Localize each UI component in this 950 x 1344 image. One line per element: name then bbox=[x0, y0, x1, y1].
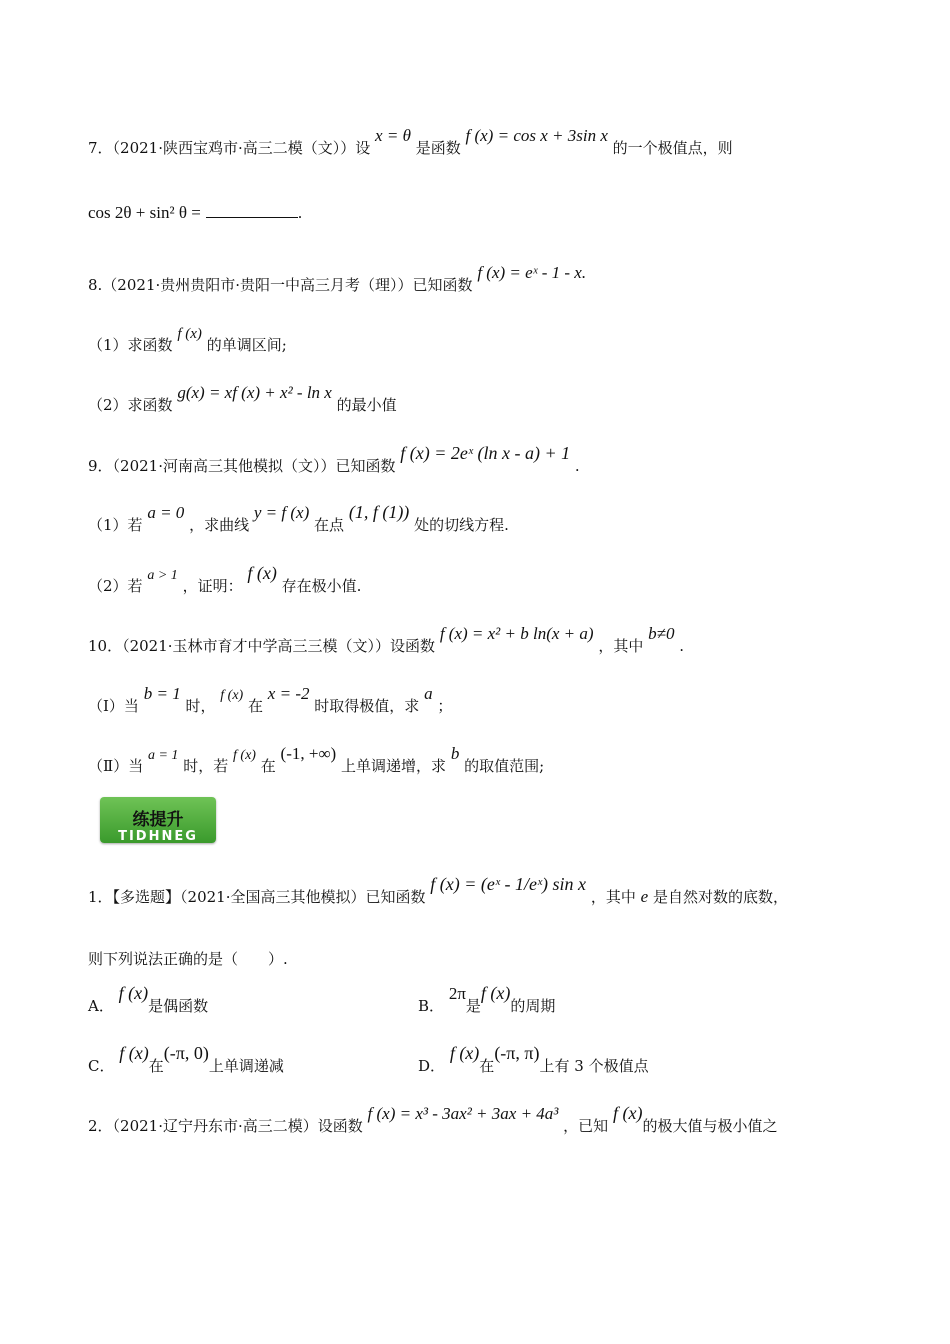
q9-p1-prefix: （1）若 bbox=[88, 516, 143, 534]
p2-expr: f (x) = x³ - 3ax² + 3ax + 4a³ bbox=[367, 1104, 559, 1123]
section-badge-sub: TIDHNEG bbox=[118, 829, 198, 843]
question-8-part2 bbox=[88, 383, 397, 415]
practice-2-line1 bbox=[88, 1103, 778, 1136]
option-b-expr: 2π bbox=[448, 984, 466, 1003]
option-b-letter: B． bbox=[418, 997, 445, 1015]
option-d-letter: D． bbox=[418, 1057, 446, 1075]
practice-1-line2 bbox=[88, 948, 288, 969]
option-d-text: 在 bbox=[479, 1057, 495, 1075]
option-a[interactable] bbox=[88, 983, 209, 1016]
q9-p2-suffix: 存在极小值. bbox=[281, 577, 362, 595]
question-8-line1 bbox=[88, 263, 587, 295]
p1-expr: f (x) = (eˣ - 1/eˣ) sin x bbox=[430, 874, 587, 894]
q10-p1-mid3: 时取得极值，求 bbox=[314, 697, 420, 715]
q10-expr: f (x) = x² + b ln(x + a) bbox=[439, 624, 594, 643]
q10-p1-prefix: （Ⅰ）当 bbox=[88, 697, 139, 715]
q10-p1-expr2: f (x) bbox=[220, 688, 244, 703]
p1-expr2: e bbox=[640, 887, 649, 906]
option-b-text: 是 bbox=[465, 997, 481, 1015]
option-d-expr: f (x) bbox=[449, 1043, 480, 1063]
p1-prefix: 1．【多选题】（2021·全国高三其他模拟）已知函数 bbox=[88, 888, 426, 906]
q10-p2-mid: 时，若 bbox=[183, 757, 229, 775]
q9-p2-prefix: （2）若 bbox=[88, 577, 143, 595]
q9-p1-expr1: a = 0 bbox=[147, 503, 185, 522]
q10-p2-expr1: a = 1 bbox=[147, 748, 179, 763]
q10-p2-suffix: 的取值范围; bbox=[464, 757, 545, 775]
q9-p2-expr2: f (x) bbox=[247, 563, 277, 583]
option-c[interactable] bbox=[88, 1043, 284, 1076]
q10-p1-suffix: ； bbox=[437, 697, 453, 715]
q9-p1-expr3: (1, f (1)) bbox=[348, 502, 410, 522]
option-c-letter: C． bbox=[88, 1057, 115, 1075]
q7-mid: 是函数 bbox=[415, 139, 461, 157]
option-a-text: 是偶函数 bbox=[148, 997, 209, 1015]
q8-p2-suffix: 的最小值 bbox=[336, 396, 397, 414]
option-d-text2: 上有 3 个极值点 bbox=[539, 1057, 649, 1075]
practice-1-line1 bbox=[88, 874, 788, 907]
q9-p2-expr1: a > 1 bbox=[147, 568, 178, 583]
q9-prefix: 9．（2021·河南高三其他模拟（文））已知函数 bbox=[88, 457, 396, 475]
question-7-line2 bbox=[88, 203, 302, 223]
q7-prefix: 7．（2021·陕西宝鸡市·高三二模（文））设 bbox=[88, 139, 371, 157]
q10-p1-mid: 时， bbox=[185, 697, 216, 715]
question-10-part1 bbox=[88, 684, 453, 716]
question-9-part2 bbox=[88, 563, 362, 596]
q10-mid: ，其中 bbox=[598, 637, 644, 655]
p2-expr2: f (x) bbox=[612, 1103, 643, 1123]
option-c-expr: f (x) bbox=[119, 1043, 149, 1063]
option-c-text2: 上单调递减 bbox=[208, 1057, 284, 1075]
q10-end: . bbox=[679, 637, 685, 655]
q9-p1-mid: ，求曲线 bbox=[189, 516, 250, 534]
q10-expr2: b≠0 bbox=[648, 624, 675, 643]
option-b-text2: 的周期 bbox=[510, 997, 556, 1015]
q10-p2-expr4: b bbox=[450, 744, 460, 763]
q10-prefix: 10．（2021·玉林市育才中学高三三模（文））设函数 bbox=[88, 637, 436, 655]
option-a-letter: A． bbox=[88, 997, 114, 1015]
q8-prefix: 8.（2021·贵州贵阳市·贵阳一中高三月考（理））已知函数 bbox=[88, 276, 473, 294]
option-c-text: 在 bbox=[148, 1057, 164, 1075]
q7-expr-theta: x = θ bbox=[375, 126, 411, 145]
question-10-part2 bbox=[88, 744, 545, 776]
q7-line2-end: . bbox=[297, 204, 303, 222]
q9-end: . bbox=[574, 457, 580, 475]
q9-p1-expr2: y = f (x) bbox=[253, 503, 310, 522]
q7-suffix: 的一个极值点，则 bbox=[612, 139, 733, 157]
p1-suffix: 是自然对数的底数， bbox=[652, 888, 788, 906]
question-7-line1 bbox=[88, 126, 733, 158]
q10-p1-expr4: a bbox=[424, 684, 433, 703]
answer-blank bbox=[206, 203, 298, 218]
p1-mid: ，其中 bbox=[590, 888, 636, 906]
q8-p1-suffix: 的单调区间; bbox=[206, 336, 287, 354]
q7-expr-function: f (x) = cos x + 3sin x bbox=[465, 126, 608, 145]
q10-p2-mid3: 上单调递增，求 bbox=[341, 757, 447, 775]
q8-p1-expr: f (x) bbox=[177, 326, 202, 342]
question-8-part1 bbox=[88, 326, 287, 355]
q10-p2-prefix: （Ⅱ）当 bbox=[88, 757, 144, 775]
q9-p1-mid2: 在点 bbox=[314, 516, 345, 534]
section-badge-improve bbox=[100, 797, 216, 843]
p2-prefix: 2．（2021·辽宁丹东市·高三二模）设函数 bbox=[88, 1117, 363, 1135]
question-9-part1 bbox=[88, 502, 509, 535]
q9-p1-suffix: 处的切线方程. bbox=[414, 516, 509, 534]
q9-p2-mid: ，证明： bbox=[182, 577, 243, 595]
q8-p2-expr: g(x) = xf (x) + x² - ln x bbox=[177, 383, 332, 402]
q8-p2-prefix: （2）求函数 bbox=[88, 396, 173, 414]
option-b-expr2: f (x) bbox=[480, 983, 511, 1003]
option-d-expr2: (-π, π) bbox=[494, 1043, 540, 1063]
q10-p2-expr3: (-1, +∞) bbox=[280, 744, 337, 763]
option-c-expr2: (-π, 0) bbox=[163, 1043, 209, 1063]
q10-p1-expr3: x = -2 bbox=[267, 684, 310, 703]
q10-p1-mid2: 在 bbox=[248, 697, 264, 715]
p1-line2: 则下列说法正确的是（ ）. bbox=[88, 950, 288, 968]
question-9-line1 bbox=[88, 443, 580, 476]
question-10-line1 bbox=[88, 624, 685, 656]
option-b[interactable] bbox=[418, 983, 556, 1016]
p2-mid: ，已知 bbox=[563, 1117, 609, 1135]
q10-p2-mid2: 在 bbox=[260, 757, 276, 775]
option-a-expr: f (x) bbox=[118, 983, 149, 1003]
q8-p1-prefix: （1）求函数 bbox=[88, 336, 173, 354]
option-d[interactable] bbox=[418, 1043, 649, 1076]
q9-expr: f (x) = 2eˣ (ln x - a) + 1 bbox=[400, 443, 571, 463]
q10-p1-expr1: b = 1 bbox=[143, 684, 181, 703]
section-badge-label: 练提升 bbox=[132, 810, 184, 830]
p2-suffix: 的极大值与极小值之 bbox=[642, 1117, 778, 1135]
q8-expr: f (x) = eˣ - 1 - x. bbox=[477, 263, 587, 282]
q7-line2-expr: cos 2θ + sin² θ = bbox=[88, 203, 201, 222]
q10-p2-expr2: f (x) bbox=[233, 748, 256, 763]
